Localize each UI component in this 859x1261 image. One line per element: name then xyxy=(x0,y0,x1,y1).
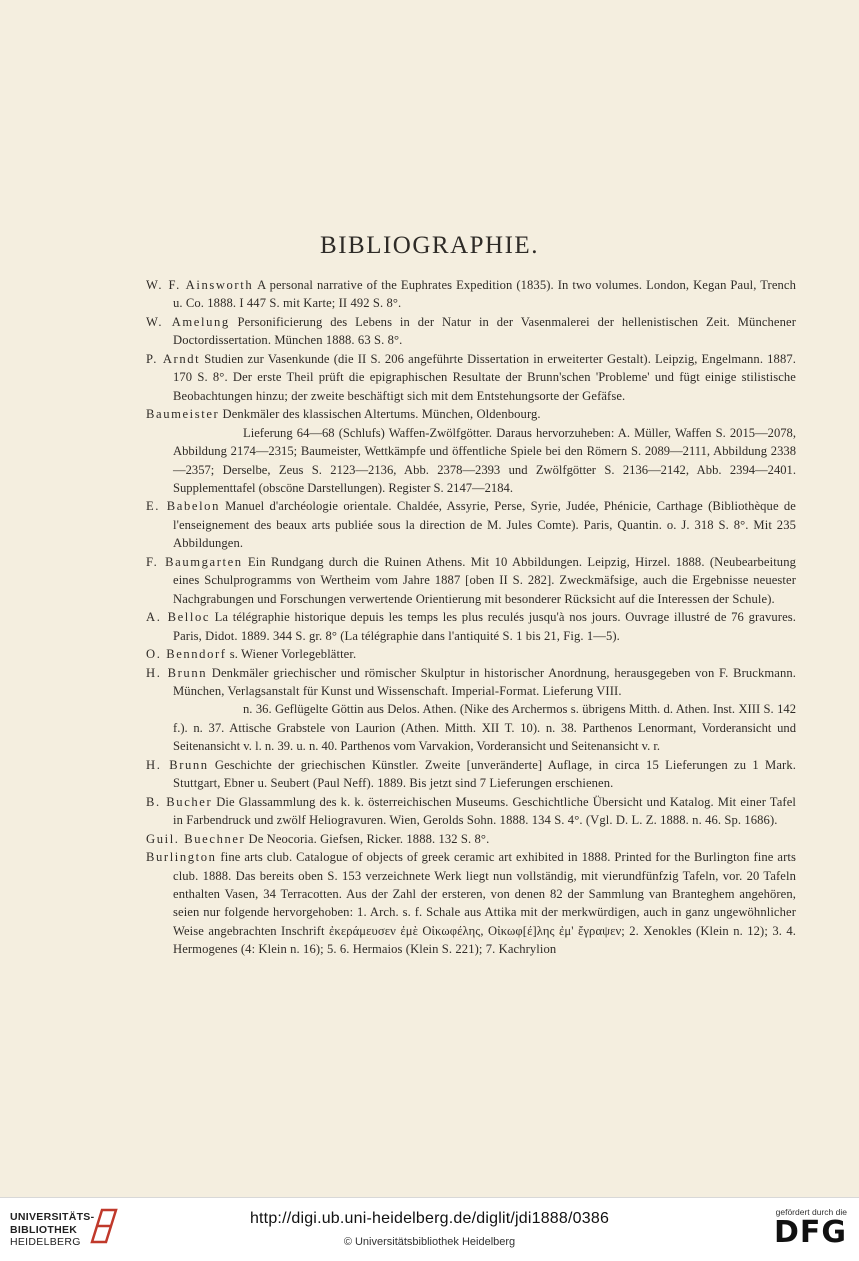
entry-author: O. Benndorf xyxy=(146,647,227,662)
entry-text: Studien zur Vasenkunde (die II S. 206 angeführte Dissertation in erweiterter Gestalt). Leipzig, Engelmann. 1887. 170 S. 8°. Der erste Theil prüft die epigraphischen Resultate der Brunn'schen 'Probleme' und fügt einige stilistische Beobachtungen hinzu; der zweite beschäftigt sich mit dem Entstehungsorte der Gefäfse. xyxy=(173,351,796,403)
bibliography-list xyxy=(146,276,796,959)
entry-text: Manuel d'archéologie orientale. Chaldée, Assyrie, Perse, Syrie, Judée, Phénicie, Carthage (Bibliothèque de l'enseignement des beaux arts publiée sous la direction de M. Jules Comte). Paris, Quantin. o. J. 318 S. 8°. Mit 235 Abbildungen. xyxy=(173,499,796,551)
entry-text: Die Glassammlung des k. k. österreichischen Museums. Geschichtliche Übersicht und Katalog. Mit einer Tafel in Farbendruck und zwölf Heliogravuren. Wien, Gerolds Sohn. 1888. 134 S. 4°. (Vgl. D. L. Z. 1888. n. 46. Sp. 1686). xyxy=(173,794,796,828)
entry-author: Baumeister xyxy=(146,407,220,422)
bibliography-entry xyxy=(146,553,796,608)
bibliography-entry xyxy=(146,608,796,645)
permalink-link[interactable]: http://digi.ub.uni-heidelberg.de/diglit/jdi1888/0386 xyxy=(249,1210,610,1227)
entry-author: H. Brunn xyxy=(146,665,208,680)
entry-text: De Neocoria. Giefsen, Ricker. 1888. 132 S. 8°. xyxy=(248,831,490,846)
dfg-logo: DFG xyxy=(773,1215,847,1250)
library-name-line: BIBLIOTHEK xyxy=(10,1223,78,1236)
entry-author: H. Brunn xyxy=(146,757,209,772)
entry-text: s. Wiener Vorlegeblätter. xyxy=(229,647,357,662)
entry-author: W. Amelung xyxy=(146,314,230,329)
viewer-footer xyxy=(0,1197,859,1261)
page-title: BIBLIOGRAPHIE. xyxy=(320,232,539,259)
copyright-notice: © Universitätsbibliothek Heidelberg xyxy=(343,1236,516,1248)
entry-author: Guil. Buechner xyxy=(146,831,246,846)
funding-caption: gefördert durch die xyxy=(775,1207,847,1217)
entry-subtext: n. 36. Geflügelte Göttin aus Delos. Athen. (Nike des Archermos s. übrigens Mitth. d. Athen. Inst. XIII S. 142 f.). n. 37. Attische Grabstele von Laurion (Athen. Mitth. XII T. 10). n. 38. Parthenos Lenormant, Vorderansicht und Seitenansicht v. l. n. 39. u. n. 40. Parthenos vom Varvakion, Vorderansicht und Seitenansicht v. r. xyxy=(173,702,796,754)
entry-text: A personal narrative of the Euphrates Expedition (1835). In two volumes. London, Kegan Paul, Trench u. Co. 1888. I 447 S. mit Karte; II 492 S. 8°. xyxy=(173,278,797,311)
bibliography-entry xyxy=(146,313,796,350)
bibliography-entry xyxy=(146,497,796,552)
bibliography-entry xyxy=(146,350,796,405)
entry-text: fine arts club. Catalogue of objects of greek ceramic art exhibited in 1888. Printed for the Burlington fine arts club. 1888. Das bereits oben S. 153 verzeichnete Werk liegt nun vollständig, mit vierundfünfzig Tafeln, vor. 20 Tafeln enthalten Vasen, 34 Terracotten. Aus der Zahl der ersteren, von denen 82 der Sammlung van Branteghem angehören, seien nur folgende hervorgehoben: 1. Arch. s. f. Schale aus Attika mit der merkwürdigen, auch in ganz ungewöhnlicher Weise angebrachten Inschrift ἐκεράμευσεν ἐμὲ Οἰκωφέλης, Οἰκωφ[έ]λης ἐμ' ἔγραψεν; 2. Xenokles (Klein n. 12); 3. 4. Hermogenes (4: Klein n. 16); 5. 6. Hermaios (Klein S. 221); 7. Kachrylion xyxy=(173,850,796,957)
entry-author: F. Baumgarten xyxy=(146,554,243,569)
entry-text: Denkmäler des klassischen Altertums. München, Oldenbourg. xyxy=(222,407,541,422)
entry-text: Denkmäler griechischer und römischer Skulptur in historischer Anordnung, herausgegeben von F. Bruckmann. München, Verlagsanstalt für Kunst und Wissenschaft. Imperial-Format. Lieferung VIII. xyxy=(173,665,797,698)
bibliography-entry xyxy=(146,664,796,701)
bibliography-entry xyxy=(146,405,796,423)
entry-author: P. Arndt xyxy=(146,351,201,366)
library-name-line: UNIVERSITÄTS- xyxy=(10,1211,95,1223)
bibliography-entry xyxy=(146,276,796,313)
bibliography-entry xyxy=(146,645,796,663)
entry-text: Personificierung des Lebens in der Natur in der Vasenmalerei der hellenistischen Zeit. Münchener Doctordissertation. München 1888. 63 S. 8°. xyxy=(173,314,796,348)
entry-subtext: Lieferung 64—68 (Schlufs) Waffen-Zwölfgötter. Daraus hervorzuheben: A. Müller, Waffen S. 2015—2078, Abbildung 2174—2315; Baumeister, Wettkämpfe und öffentliche Spiele bei den Römern S. 2089—2111, Abbildung 2338—2357; Derselbe, Zeus S. 2123—2136, Abb. 2378—2393 und Zwölfgötter S. 2136—2142, Abb. 2394—2401. Supplementtafel (obscöne Darstellungen). Register S. 2147—2184. xyxy=(173,425,796,495)
entry-text: Geschichte der griechischen Künstler. Zweite [unveränderte] Auflage, in circa 15 Lieferungen zu 1 Mark. Stuttgart, Ebner u. Seubert (Paul Neff). 1889. Bis jetzt sind 7 Lieferungen erschienen. xyxy=(173,757,796,791)
entry-author: A. Belloc xyxy=(146,610,211,625)
bibliography-entry xyxy=(146,793,796,830)
bibliography-entry xyxy=(146,830,796,848)
entry-text: Ein Rundgang durch die Ruinen Athens. Mit 10 Abbildungen. Leipzig, Hirzel. 1888. (Neubearbeitung eines Schulprogramms von Wertheim vom Jahre 1887 [oben II S. 282]. Zweckmäfsige, auch die Ergebnisse neuester Nachgrabungen und Forschungen verwertende Orientierung mit besonderer Rücksicht auf die Interessen der Schule). xyxy=(173,554,797,606)
entry-author: E. Babelon xyxy=(146,499,220,514)
entry-author: Burlington xyxy=(146,850,217,865)
entry-author: B. Bucher xyxy=(146,794,213,809)
entry-author: W. F. Ainsworth xyxy=(146,278,254,292)
entry-text: La télégraphie historique depuis les temps les plus reculés jusqu'à nos jours. Ouvrage illustré de 76 gravures. Paris, Didot. 1889. 344 S. gr. 8° (La télégraphie dans l'antiquité S. 1 bis 21, Fig. 1—5). xyxy=(173,610,797,643)
bibliography-entry xyxy=(146,848,796,959)
library-name-line: HEIDELBERG xyxy=(10,1236,81,1248)
bibliography-entry xyxy=(146,756,796,793)
